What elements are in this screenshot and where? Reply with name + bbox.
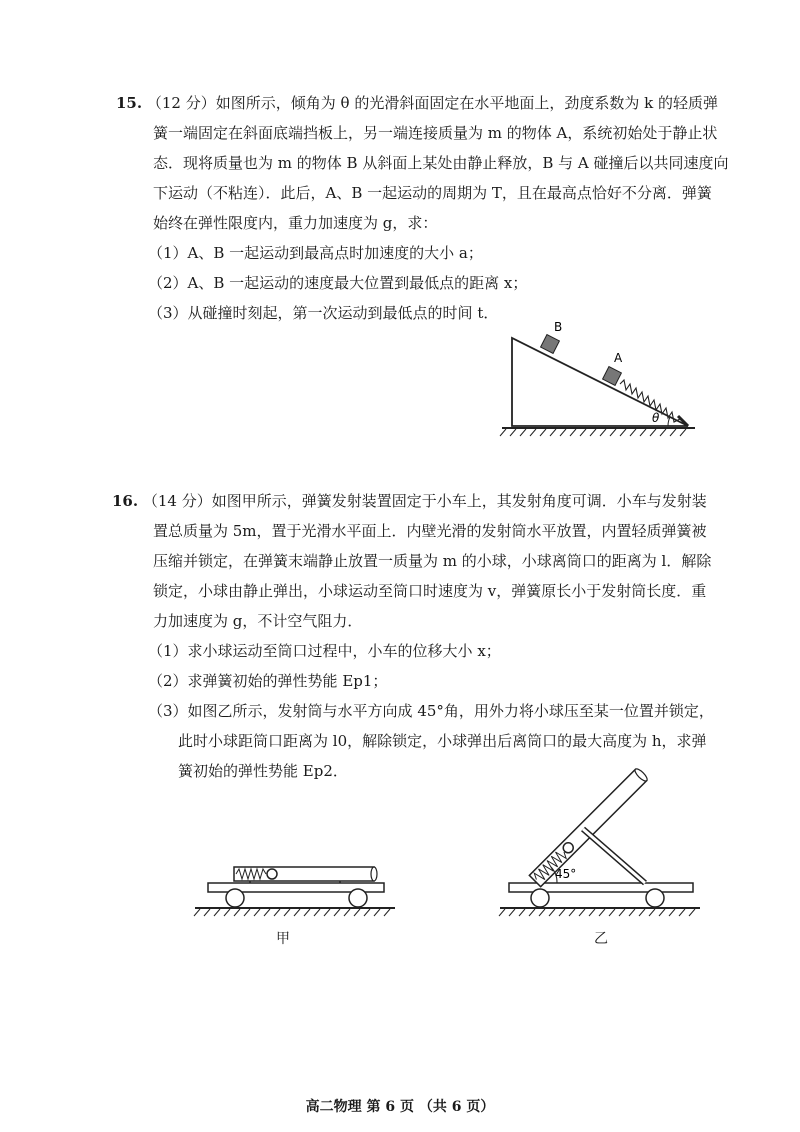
problem-15 <box>116 88 729 328</box>
problem-16-line: 压缩并锁定，在弹簧末端静止放置一质量为 m 的小球，小球离筒口的距离为 l．解除 <box>153 552 712 570</box>
spring <box>620 380 680 422</box>
angle-label: 45° <box>555 867 577 881</box>
problem-15-line: 态．现将质量也为 m 的物体 B 从斜面上某处由静止释放，B 与 A 碰撞后以共同速度向 <box>153 154 729 172</box>
problem-16 <box>112 486 718 786</box>
problem-15-line <box>116 88 718 118</box>
incline-figure <box>490 318 710 443</box>
figure-label-left: 甲 <box>276 931 290 947</box>
wheel-left <box>226 889 244 907</box>
problem-15-sub-1: （1）A、B 一起运动到最高点时加速度的大小 a； <box>148 244 483 262</box>
label-theta: θ <box>652 411 660 425</box>
tube-mouth <box>371 867 377 881</box>
figure-label-right: 乙 <box>594 931 608 947</box>
ground-hatch <box>500 429 686 436</box>
problem-15-line: 下运动（不粘连）．此后，A、B 一起运动的周期为 T，且在最高点恰好不分离．弹簧 <box>153 184 712 202</box>
label-b: B <box>554 320 563 334</box>
problem-15-number: 15. <box>116 94 143 112</box>
wheel-right <box>349 889 367 907</box>
ground-hatch <box>194 909 390 916</box>
tube-strut-inner <box>583 829 645 883</box>
problem-16-line: 力加速度为 g，不计空气阻力． <box>153 612 363 630</box>
problem-15-sub-3: （3）从碰撞时刻起，第一次运动到最低点的时间 t． <box>148 304 499 322</box>
problem-15-text: （12 分）如图所示，倾角为 θ 的光滑斜面固定在水平地面上，劲度系数为 k 的轻质弹 <box>146 94 718 112</box>
problem-16-sub-3-cont: 此时小球距筒口距离为 l0，解除锁定，小球弹出后离筒口的最大高度为 h，求弹 <box>178 732 707 750</box>
block-b <box>541 335 560 354</box>
cart-figure-right <box>495 755 705 920</box>
problem-16-sub-3: （3）如图乙所示，发射筒与水平方向成 45°角，用外力将小球压至某一位置并锁定， <box>148 702 714 720</box>
ball <box>267 869 277 879</box>
problem-16-line: 锁定，小球由静止弹出，小球运动至筒口时速度为 v，弹簧原长小于发射筒长度．重 <box>153 582 707 600</box>
problem-16-sub-1: （1）求小球运动至筒口过程中，小车的位移大小 x； <box>148 642 501 660</box>
page-footer: 高二物理 第 6 页 （共 6 页） <box>305 1099 495 1115</box>
cart-figure-left <box>190 850 400 920</box>
problem-16-number: 16. <box>112 492 139 510</box>
problem-16-text: （14 分）如图甲所示，弹簧发射装置固定于小车上，其发射角度可调．小车与发射装 <box>142 492 707 510</box>
problem-16-sub-2: （2）求弹簧初始的弹性势能 Ep1； <box>148 672 388 690</box>
block-a <box>603 367 622 386</box>
wheel-right <box>646 889 664 907</box>
wheel-left <box>531 889 549 907</box>
problem-16-line <box>112 486 718 516</box>
problem-16-sub-3-cont: 簧初始的弹性势能 Ep2． <box>178 762 348 780</box>
problem-15-line: 簧一端固定在斜面底端挡板上，另一端连接质量为 m 的物体 A，系统初始处于静止状 <box>153 124 718 142</box>
problem-15-line: 始终在弹性限度内，重力加速度为 g，求： <box>153 214 438 232</box>
label-a: A <box>614 351 623 365</box>
problem-15-sub-2: （2）A、B 一起运动的速度最大位置到最低点的距离 x； <box>148 274 528 292</box>
ground-hatch <box>499 909 695 916</box>
problem-16-line: 置总质量为 5m，置于光滑水平面上．内壁光滑的发射筒水平放置，内置轻质弹簧被 <box>153 522 707 540</box>
